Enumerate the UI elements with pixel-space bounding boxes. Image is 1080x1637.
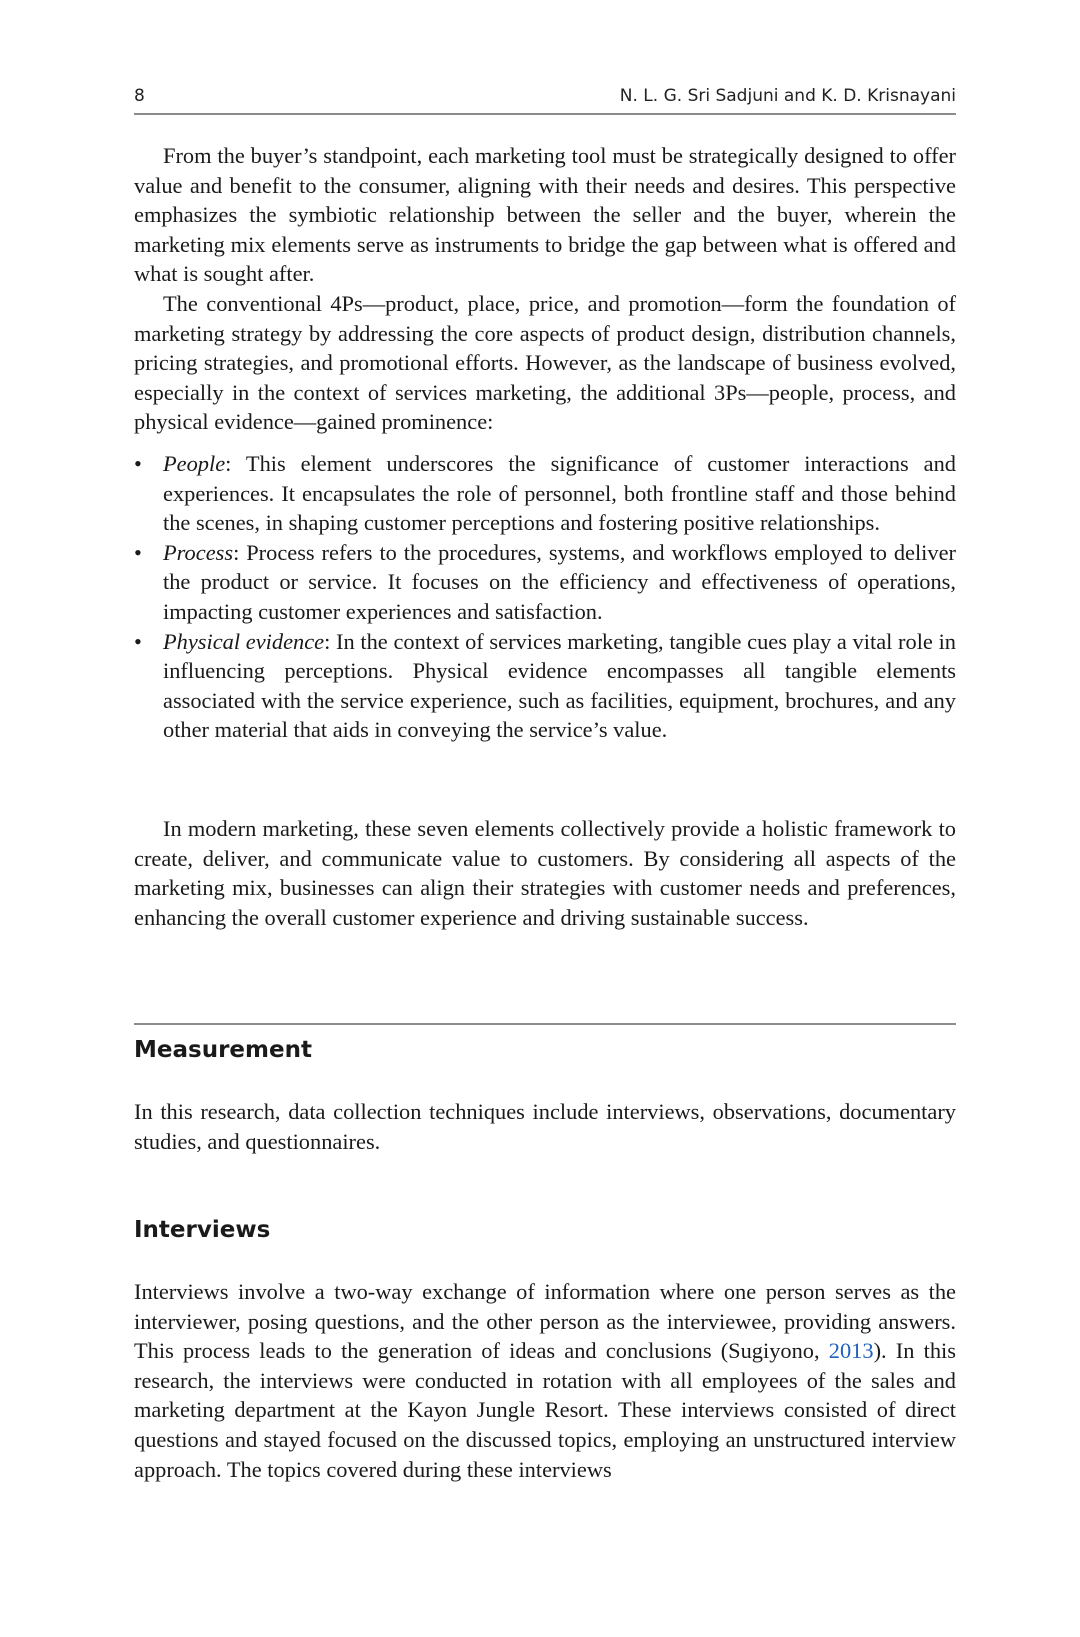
- header-rule: [134, 113, 956, 115]
- bullet-term: Physical evidence: [163, 628, 325, 654]
- paragraph-buyer-standpoint: From the buyer’s standpoint, each marketing tool must be strategically designed to offer value and benefit to the consumer, aligning with their needs and desires. This perspective emphasizes the symbiotic relationship between the seller and the buyer, wherein the marketing mix elements serve as instruments to bridge the gap between what is offered and what is sought after.: [134, 143, 956, 287]
- measurement-body: [134, 1097, 956, 1156]
- paragraph-interviews: [134, 1277, 956, 1484]
- interviews-text-start: Interviews involve a two-way exchange of information where one person serves as the interviewer, posing questions, and the other person as the interviewee, providing answers. This process leads to the generation of ideas and conclusions (Sugiyono,: [134, 1279, 956, 1364]
- interviews-section: [134, 1217, 956, 1243]
- intro-section: [134, 141, 956, 437]
- bullet-marker: •: [134, 451, 142, 476]
- measurement-section: [134, 1037, 956, 1063]
- paragraph-measurement: In this research, data collection techniques include interviews, observations, documentary studies, and questionnaires.: [134, 1099, 956, 1154]
- list-item: [134, 449, 956, 538]
- section-heading-interviews: Interviews: [134, 1217, 271, 1243]
- list-item: [134, 538, 956, 627]
- bullet-list: [134, 449, 956, 745]
- bullet-text: : This element underscores the significance of customer interactions and experiences. It encapsulates the role of personnel, both frontline staff and those behind the scenes, in shaping customer perceptions and fostering positive relationships.: [163, 451, 956, 536]
- paragraph-modern-marketing: In modern marketing, these seven elements collectively provide a holistic framework to create, deliver, and communicate value to customers. By considering all aspects of the marketing mix, businesses can align their strategies with customer needs and preferences, enhancing the overall customer experience and driving sustainable success.: [134, 816, 956, 930]
- bullet-text: : In the context of services marketing, tangible cues play a vital role in influencing perceptions. Physical evidence encompasses all tangible elements associated with the service experience, such as facilities, equipment, brochures, and any other material that aids in conveying the service’s value.: [163, 628, 956, 743]
- bullet-marker: •: [134, 539, 142, 565]
- bullet-term: Process: [163, 539, 234, 565]
- interviews-text-end: ). In this research, the interviews were conducted in rotation with all employees of the sales and marketing department at the Kayon Jungle Resort. These interviews consisted of direct questions and stayed focused on the discussed topics, employing an unstructured interview approach. The topics covered during these interviews: [134, 1338, 956, 1482]
- modern-marketing-section: [134, 814, 956, 932]
- bullet-term: People: [163, 451, 226, 476]
- paragraph-conventional-4ps: The conventional 4Ps—product, place, price, and promotion—form the foundation of marketing strategy by addressing the core aspects of product design, distribution channels, pricing strategies, and promotional efforts. However, as the landscape of business evolved, especially in the context of services marketing, the additional 3Ps—people, process, and physical evidence—gained prominence:: [134, 290, 956, 435]
- running-header: [134, 86, 956, 112]
- running-header-authors: N. L. G. Sri Sadjuni and K. D. Krisnayani: [619, 86, 956, 106]
- page-number: 8: [134, 86, 145, 106]
- interviews-body: [134, 1277, 956, 1484]
- list-item: [134, 627, 956, 745]
- citation-link-sugiyono-2013[interactable]: 2013: [828, 1338, 874, 1364]
- section-heading-measurement: Measurement: [134, 1037, 312, 1063]
- section-rule: [134, 1023, 956, 1025]
- bullet-marker: •: [134, 628, 142, 654]
- bullet-text: : Process refers to the procedures, systems, and workflows employed to deliver the product or service. It focuses on the efficiency and effectiveness of operations, impacting customer experiences and satisfaction.: [163, 539, 956, 624]
